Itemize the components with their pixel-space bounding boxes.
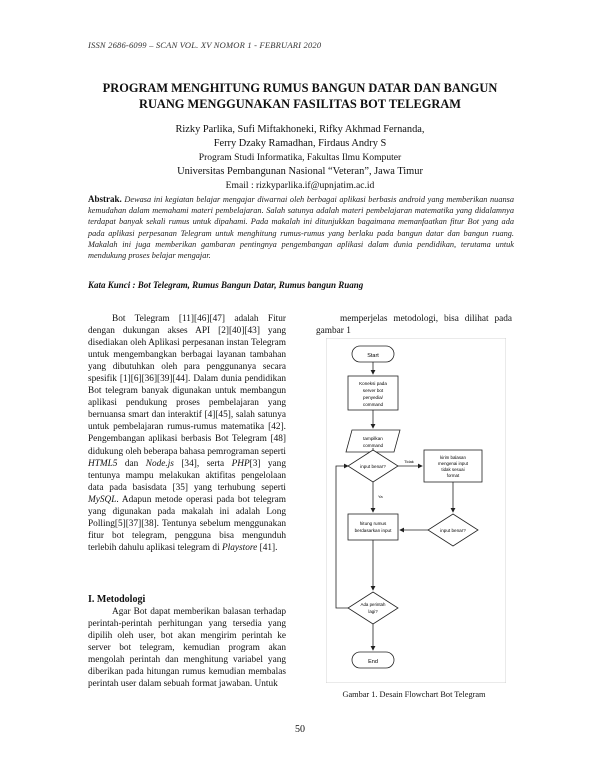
author-email: Email : rizkyparlika.if@upnjatim.ac.id	[225, 180, 375, 191]
flow-decision-3-l2: lagi?	[368, 609, 378, 614]
author-program: Program Studi Informatika, Fakultas Ilmu Komputer	[198, 152, 402, 163]
flow-decision-2-label: input benar?	[440, 528, 466, 533]
author-names-2: Ferry Dzaky Ramadhan, Firdaus Andry S	[213, 138, 387, 149]
author-block	[80, 123, 520, 193]
intro-nodejs: Node.js	[145, 458, 174, 469]
page-number: 50	[295, 724, 305, 735]
flow-balasan-l2: mengenai input	[437, 461, 469, 466]
flow-label-ya: Ya	[378, 494, 383, 499]
flow-connect-l2: server bot	[362, 388, 384, 393]
method-column	[88, 606, 286, 690]
flow-connect-l4: command	[362, 402, 384, 407]
intro-mid2: [3] yang tentunya mampu melakukan aktifitas pengelolaan data pada basisdata [35] yang terhubung seperti	[88, 458, 286, 493]
flow-decision-3-l1: Ada perintah	[360, 602, 386, 607]
flow-label-tidak: Tidak	[404, 459, 414, 464]
intro-html5: HTML5	[88, 458, 118, 469]
abstract-label: Abstrak.	[88, 194, 122, 204]
intro-mid1: [34], serta	[173, 458, 232, 469]
flow-decision-1-label: input benar?	[360, 464, 386, 469]
flow-connect-l3: penyedia/	[363, 395, 383, 400]
flow-end-label: End	[368, 659, 378, 665]
intro-dan: dan	[117, 458, 146, 469]
flow-hitung-l2: berdasarkan input	[354, 528, 392, 533]
author-names-1: Rizky Parlika, Sufi Miftakhoneki, Rifky Akhmad Fernanda,	[175, 124, 425, 135]
right-paragraph: memperjelas metodologi, bisa dilihat pada gambar 1	[316, 314, 512, 337]
flow-balasan-l1: kirim balasan	[440, 455, 466, 460]
intro-column	[88, 313, 286, 554]
flow-menu-l1: tampilkan	[363, 436, 383, 441]
right-column	[316, 313, 512, 337]
flow-hitung	[348, 514, 398, 540]
intro-playstore: Playstore	[222, 542, 258, 553]
title-line-2: RUANG MENGGUNAKAN FASILITAS BOT TELEGRAM	[139, 97, 461, 111]
flowchart	[326, 338, 506, 683]
flow-menu-l2: command	[362, 443, 384, 448]
intro-paragraph	[88, 313, 286, 554]
figure-caption: Gambar 1. Desain Flowchart Bot Telegram	[342, 690, 486, 699]
flow-balasan-l4: format	[446, 473, 460, 478]
intro-text: Bot Telegram [11][46][47] adalah Fitur dengan dukungan akses API [2][40][43] yang disediakan oleh Aplikasi perpesanan instan Telegram untuk mengembangkan berbagai layanan tambahan yang dibutuhkan oleh para penggunanya secara spesifik [1][6][36][39][44]. Dalam dunia pendidikan Bot telegram banyak digunakan untuk membangun aplikasi pendukung proses pembelajaran yang bernuansa smart dan interaktif [4][45], salah satunya untuk pembelajaran rumus-rumus matematika [42]. Pengembangan aplikasi berbasis Bot Telegram [48] didukung oleh beberapa bahasa pemrograman seperti	[88, 314, 286, 457]
intro-php: PHP	[231, 458, 250, 469]
flow-hitung-l1: hitung rumus	[359, 521, 387, 526]
title-line-1: PROGRAM MENGHITUNG RUMUS BANGUN DATAR DAN BANGUN	[102, 81, 498, 95]
intro-end: . Adapun metode operasi pada bot telegram yang digunakan pada makalah ini adalah Long Polling[5][37][38]. Tentunya sebelum menggunakan fitur bot telegram, pengguna bisa mengunduh terlebih dahulu aplikasi telegram di	[88, 494, 286, 553]
keywords: Kata Kunci : Bot Telegram, Rumus Bangun Datar, Rumus bangun Ruang	[88, 280, 364, 290]
intro-mysql: MySQL	[88, 494, 117, 505]
abstract-text: Dewasa ini kegiatan belajar mengajar diwarnai oleh berbagai aplikasi berbasis android yang memberikan nuansa kemudahan dalam memahami materi pembelajaran. Salah satunya adalah materi pembelajaran matematika yang didalamnya terdapat banyak sekali rumus untuk dipahami. Pada makalah ini ditunjukkan bagaimana memanfaatkan fitur Bot yang ada pada aplikasi perpesanan Telegram untuk menghitung rumus-rumus yang berlaku pada bangun datar dan bangun ruang. Makalah ini juga memberikan gambaran pentingnya pengembangan aplikasi dalam dunia pendidikan, terutama untuk mendukung proses belajar mengajar.	[88, 195, 514, 261]
section-heading-metodologi: I. Metodologi	[88, 594, 146, 605]
author-university: Universitas Pembangunan Nasional “Veteran”, Jawa Timur	[177, 166, 423, 177]
journal-header: ISSN 2686-6099 – SCAN VOL. XV NOMOR 1 - FEBRUARI 2020	[88, 40, 322, 50]
intro-tail: [41].	[257, 542, 278, 553]
flow-connect-l1: Koneksi pada	[359, 381, 387, 386]
paper-title	[70, 80, 530, 112]
flow-start-label: Start	[367, 353, 379, 359]
abstract	[88, 194, 514, 261]
flow-balasan-l3: tidak sesuai	[441, 467, 465, 472]
method-paragraph: Agar Bot dapat memberikan balasan terhadap perintah-perintah perhitungan yang tersedia yang dipilih oleh user, bot akan mengirim perintah ke server bot telegram, kemudian program akan mengolah perintah dan menghitung variabel yang diberikan pada hitungan rumus kemudian membalas perintah user dalam sebuah format jawaban. Untuk	[88, 607, 286, 690]
